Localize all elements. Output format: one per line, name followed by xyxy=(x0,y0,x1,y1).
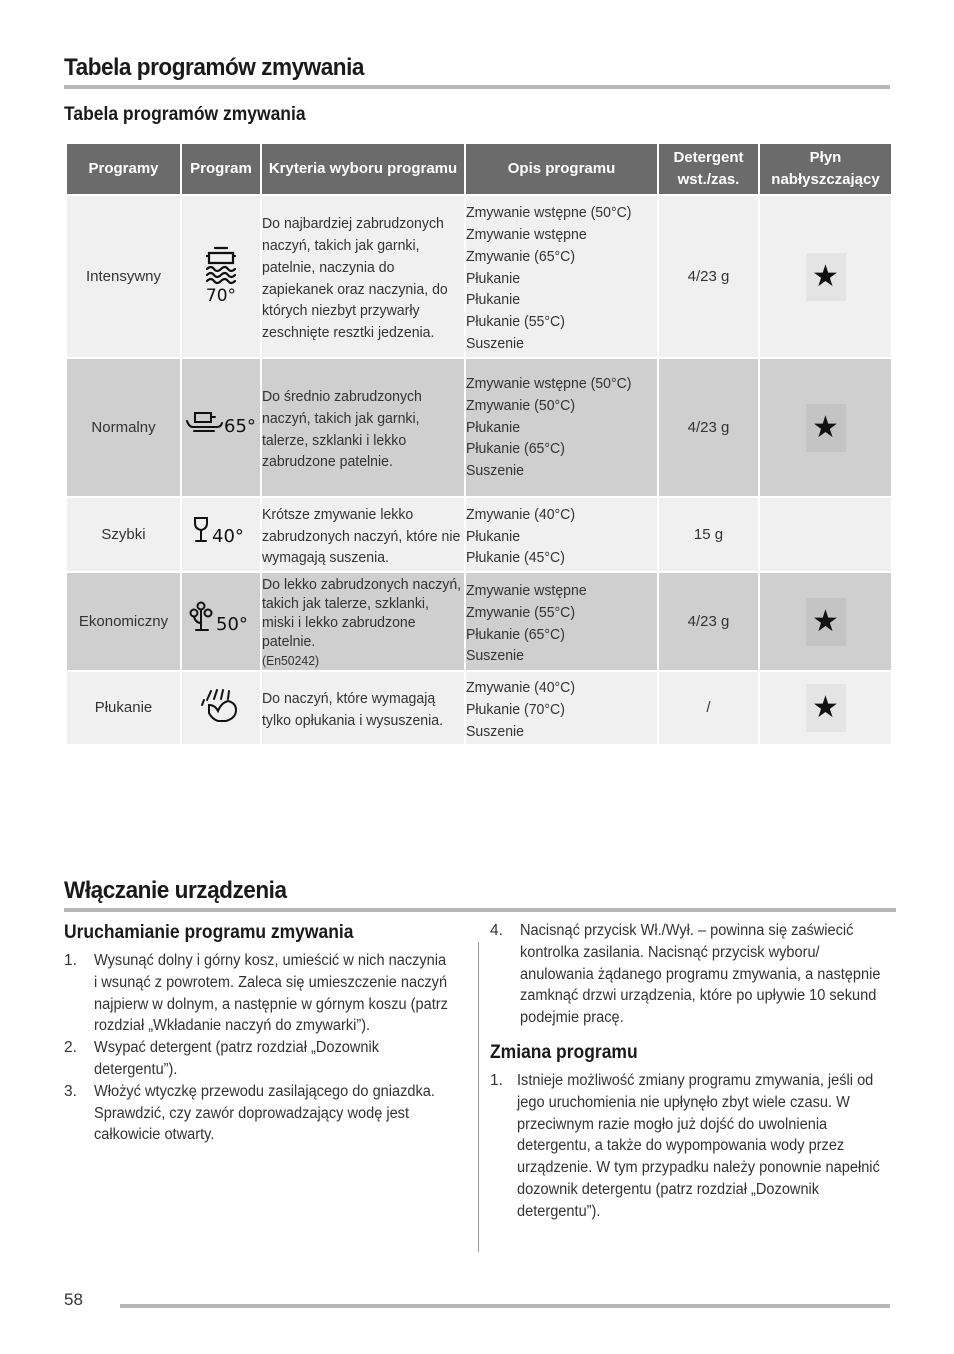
star-icon: ★ xyxy=(806,253,846,301)
icon-temperature-50: 50° xyxy=(216,614,248,636)
header-program: Program xyxy=(182,144,260,194)
list-item: 1. Istnieje możliwość zmiany programu zmywania, jeśli od jego uruchomienia nie upłynęło zbyt wiele czasu. W przeciwnym razie mogło już dojść do uwolnienia detergentu, a także do wypompowania wody przez urządzenie. W tym przypadku należy ponownie napełnić dozownik detergentu (patrz rozdział „Dozownik detergentu”). xyxy=(490,1072,880,1220)
intensive-program-icon xyxy=(182,196,260,357)
start-heading: Uruchamianie programu zmywania xyxy=(64,922,354,943)
list-item: 3. Włożyć wtyczkę przewodu zasilającego do gniazdka. Sprawdzić, czy zawór doprowadzający wodę jest całkowicie otwarty. xyxy=(64,1082,435,1144)
rinse-program-icon xyxy=(182,672,260,744)
header-opis: Opis programu xyxy=(466,144,657,194)
eco-program-icon xyxy=(182,573,260,670)
program-name: Płukanie xyxy=(67,672,180,744)
change-heading: Zmiana programu xyxy=(490,1042,638,1063)
table-row xyxy=(67,196,891,357)
program-criteria: Do średnio zabrudzonych naczyń, takich jak garnki, talerze, szklanki i lekko zabrudzone patelnie. xyxy=(262,359,464,496)
program-steps: Zmywanie wstępne (50°C) Zmywanie wstępne Zmywanie (65°C) Płukanie Płukanie Płukanie (55°C) Suszenie xyxy=(466,196,657,357)
header-plyn: Płyn nabłyszczający xyxy=(760,144,891,194)
detergent-amount: 4/23 g xyxy=(659,359,758,496)
normal-program-icon xyxy=(182,359,260,496)
program-name: Ekonomiczny xyxy=(67,573,180,670)
quick-program-icon xyxy=(182,498,260,571)
list-item: 2. Wsypać detergent (patrz rozdział „Dozownik detergentu”). xyxy=(64,1039,380,1078)
start-list-continued xyxy=(490,920,885,1029)
program-steps: Zmywanie (40°C) Płukanie Płukanie (45°C) xyxy=(466,498,657,571)
header-detergent: Detergent wst./zas. xyxy=(659,144,758,194)
detergent-amount: 15 g xyxy=(659,498,758,571)
detergent-amount: 4/23 g xyxy=(659,573,758,670)
title-rule xyxy=(64,85,890,89)
program-steps: Zmywanie wstępne (50°C) Zmywanie (50°C) Płukanie Płukanie (65°C) Suszenie xyxy=(466,359,657,496)
list-item: 4. Nacisnąć przycisk Wł./Wył. – powinna się zaświecić kontrolka zasilania. Nacisnąć przycisk wyboru/ anulowania żądanego programu zmywania, a następnie zamknąć drzwi urządzenia, które po upływie 10 sekund podejmie pracę. xyxy=(490,922,881,1027)
program-criteria: Krótsze zmywanie lekko zabrudzonych naczyń, które nie wymagają suszenia. xyxy=(262,498,464,571)
program-name: Intensywny xyxy=(67,196,180,357)
table-header-row xyxy=(67,144,891,194)
change-list xyxy=(490,1070,885,1223)
start-list xyxy=(64,950,454,1146)
page-title: Tabela programów zmywania xyxy=(64,54,364,81)
detergent-amount: / xyxy=(659,672,758,744)
icon-temperature-65: 65° xyxy=(224,416,256,438)
program-criteria: Do lekko zabrudzonych naczyń, takich jak talerze, szklanki, miski i lekko zabrudzone patelnie. (En50242) xyxy=(262,573,464,670)
program-table xyxy=(65,142,893,746)
column-divider xyxy=(478,942,479,1252)
program-name: Normalny xyxy=(67,359,180,496)
program-criteria: Do naczyń, które wymagają tylko opłukania i wysuszenia. xyxy=(262,672,464,744)
program-name: Szybki xyxy=(67,498,180,571)
star-icon: ★ xyxy=(806,598,846,646)
program-criteria: Do najbardziej zabrudzonych naczyń, takich jak garnki, patelnie, naczynia do zapiekanek oraz naczynia, do których niezbyt przywarły zeschnięte resztki jedzenia. xyxy=(262,196,464,357)
table-row xyxy=(67,359,891,496)
section-rule xyxy=(64,908,896,912)
star-icon: ★ xyxy=(806,684,846,732)
table-row xyxy=(67,498,891,571)
section-title: Włączanie urządzenia xyxy=(64,877,287,904)
standard-code: (En50242) xyxy=(262,653,320,668)
list-item: 1. Wysunąć dolny i górny kosz, umieścić w nich naczynia i wsunąć z powrotem. Zaleca się umieszczenie naczyń najpierw w dolnym, a następnie w górnym koszu (patrz rozdział „Wkładanie naczyń do zmywarki”). xyxy=(64,952,448,1035)
header-programy: Programy xyxy=(67,144,180,194)
program-steps: Zmywanie (40°C) Płukanie (70°C) Suszenie xyxy=(466,672,657,744)
star-icon: ★ xyxy=(806,404,846,452)
program-steps: Zmywanie wstępne Zmywanie (55°C) Płukanie (65°C) Suszenie xyxy=(466,573,657,670)
header-kryteria: Kryteria wyboru programu xyxy=(262,144,464,194)
footer-rule xyxy=(120,1304,890,1308)
icon-temperature-70: 70° xyxy=(205,286,237,305)
rinse-aid-empty xyxy=(760,498,891,571)
table-row xyxy=(67,573,891,670)
table-row xyxy=(67,672,891,744)
detergent-amount: 4/23 g xyxy=(659,196,758,357)
table-subtitle: Tabela programów zmywania xyxy=(64,104,306,125)
icon-temperature-40: 40° xyxy=(212,526,244,548)
page-number: 58 xyxy=(64,1290,83,1309)
